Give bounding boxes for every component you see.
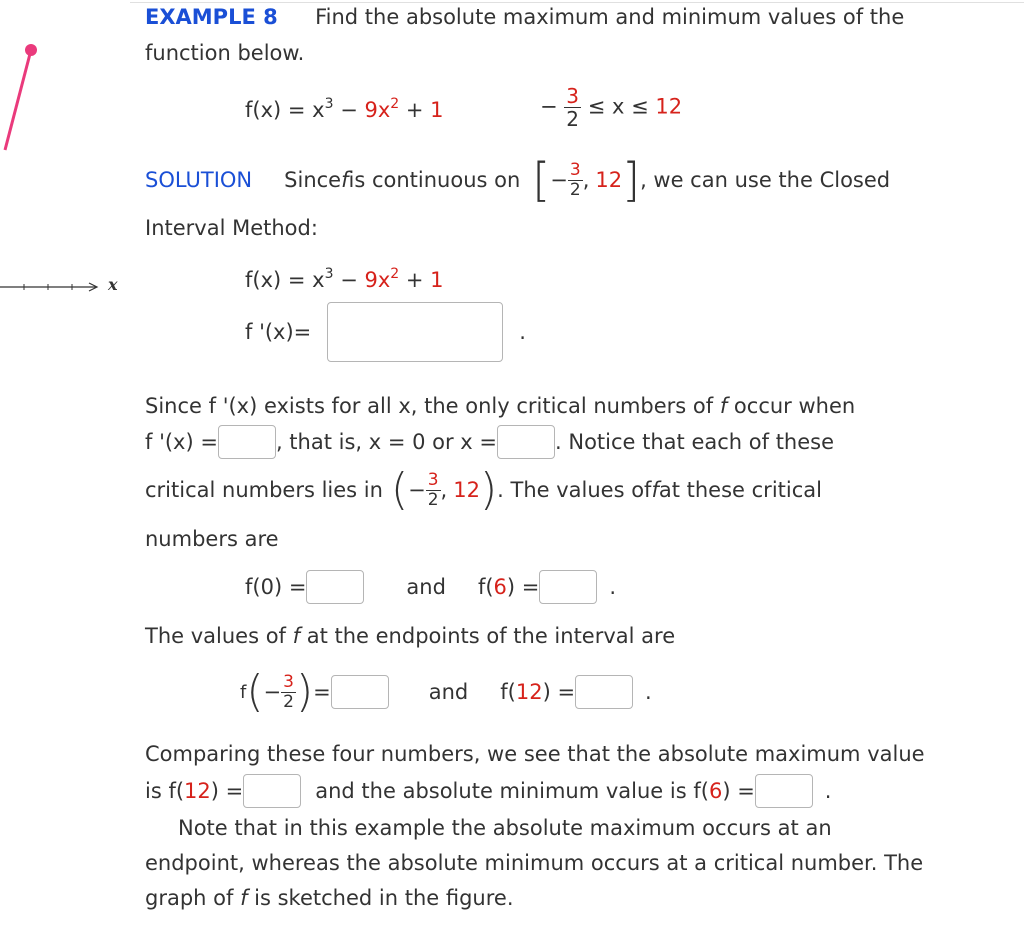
top-divider: [130, 2, 1024, 3]
example-prompt-line2: function below.: [145, 41, 305, 65]
function-definition: $f(x) = x^3 - 9x^2 + 1$: [245, 96, 444, 122]
graph-axis-label: x: [108, 275, 118, 294]
example-prompt: Find the absolute maximum and minimum values of the: [315, 5, 905, 29]
f-prime-zero-box[interactable]: [218, 425, 276, 459]
f12-answer-box[interactable]: [575, 675, 633, 709]
para1-line2: f '(x) = , that is, x = 0 or x = . Notice that each of these: [145, 424, 834, 460]
para1-line3: critical numbers lies in ( − $\frac{3}{2}$ , 12 ) . The values of f at these critical: [145, 464, 822, 515]
abs-min-box[interactable]: [755, 774, 813, 808]
critical-number-box[interactable]: [497, 425, 555, 459]
solution-line: SOLUTION Since f is continuous on [ − $\frac{3}{2}$ , 12 ] , we can use the Closed: [145, 153, 891, 207]
example-label: EXAMPLE 8: [145, 5, 278, 29]
note-line1: Note that in this example the absolute maximum occurs at an: [178, 816, 832, 840]
f0-answer-box[interactable]: [306, 570, 364, 604]
graph-curve: [5, 50, 31, 150]
function-domain: − $\frac{3}{2}$ ≤ x ≤ 12: [540, 84, 683, 131]
example-header: [145, 5, 904, 29]
interval-fraction: $\frac{3}{2}$: [427, 469, 439, 510]
endpoint-fraction: $\frac{3}{2}$: [283, 671, 294, 712]
solution-label: SOLUTION: [145, 168, 253, 192]
note-line3: graph of f is sketched in the figure.: [145, 886, 514, 910]
compare-line1: Comparing these four numbers, we see that the absolute maximum value: [145, 742, 925, 766]
f-prime-answer-box[interactable]: [327, 302, 503, 362]
abs-max-box[interactable]: [243, 774, 301, 808]
endpoint-values-line: f ( − $\frac{3}{2}$ ) = and f( 12 ) = .: [240, 666, 652, 717]
graph-sketch: [0, 0, 135, 300]
endpoints-line: The values of f at the endpoints of the interval are: [145, 624, 676, 648]
para1-line1: Since f '(x) exists for all x, the only critical numbers of f occur when: [145, 394, 856, 418]
f6-answer-box[interactable]: [539, 570, 597, 604]
solution-line2: Interval Method:: [145, 216, 318, 240]
f-prime-line: f '(x) = .: [245, 302, 526, 362]
critical-values-line: f(0) = and f( 6 ) = .: [245, 568, 616, 606]
domain-fraction: $\frac{3}{2}$: [566, 84, 580, 131]
solution-interval-fraction: $\frac{3}{2}$: [569, 159, 581, 200]
compare-line2: is f( 12 ) = and the absolute minimum value is f( 6 ) = .: [145, 772, 831, 810]
f-neg-three-halves-box[interactable]: [331, 675, 389, 709]
graph-endpoint-dot: [25, 44, 37, 56]
f-of-x-line: $f(x) = x^3 - 9x^2 + 1$: [245, 266, 444, 292]
para1-line4: numbers are: [145, 527, 279, 551]
note-line2: endpoint, whereas the absolute minimum occurs at a critical number. The: [145, 851, 924, 875]
